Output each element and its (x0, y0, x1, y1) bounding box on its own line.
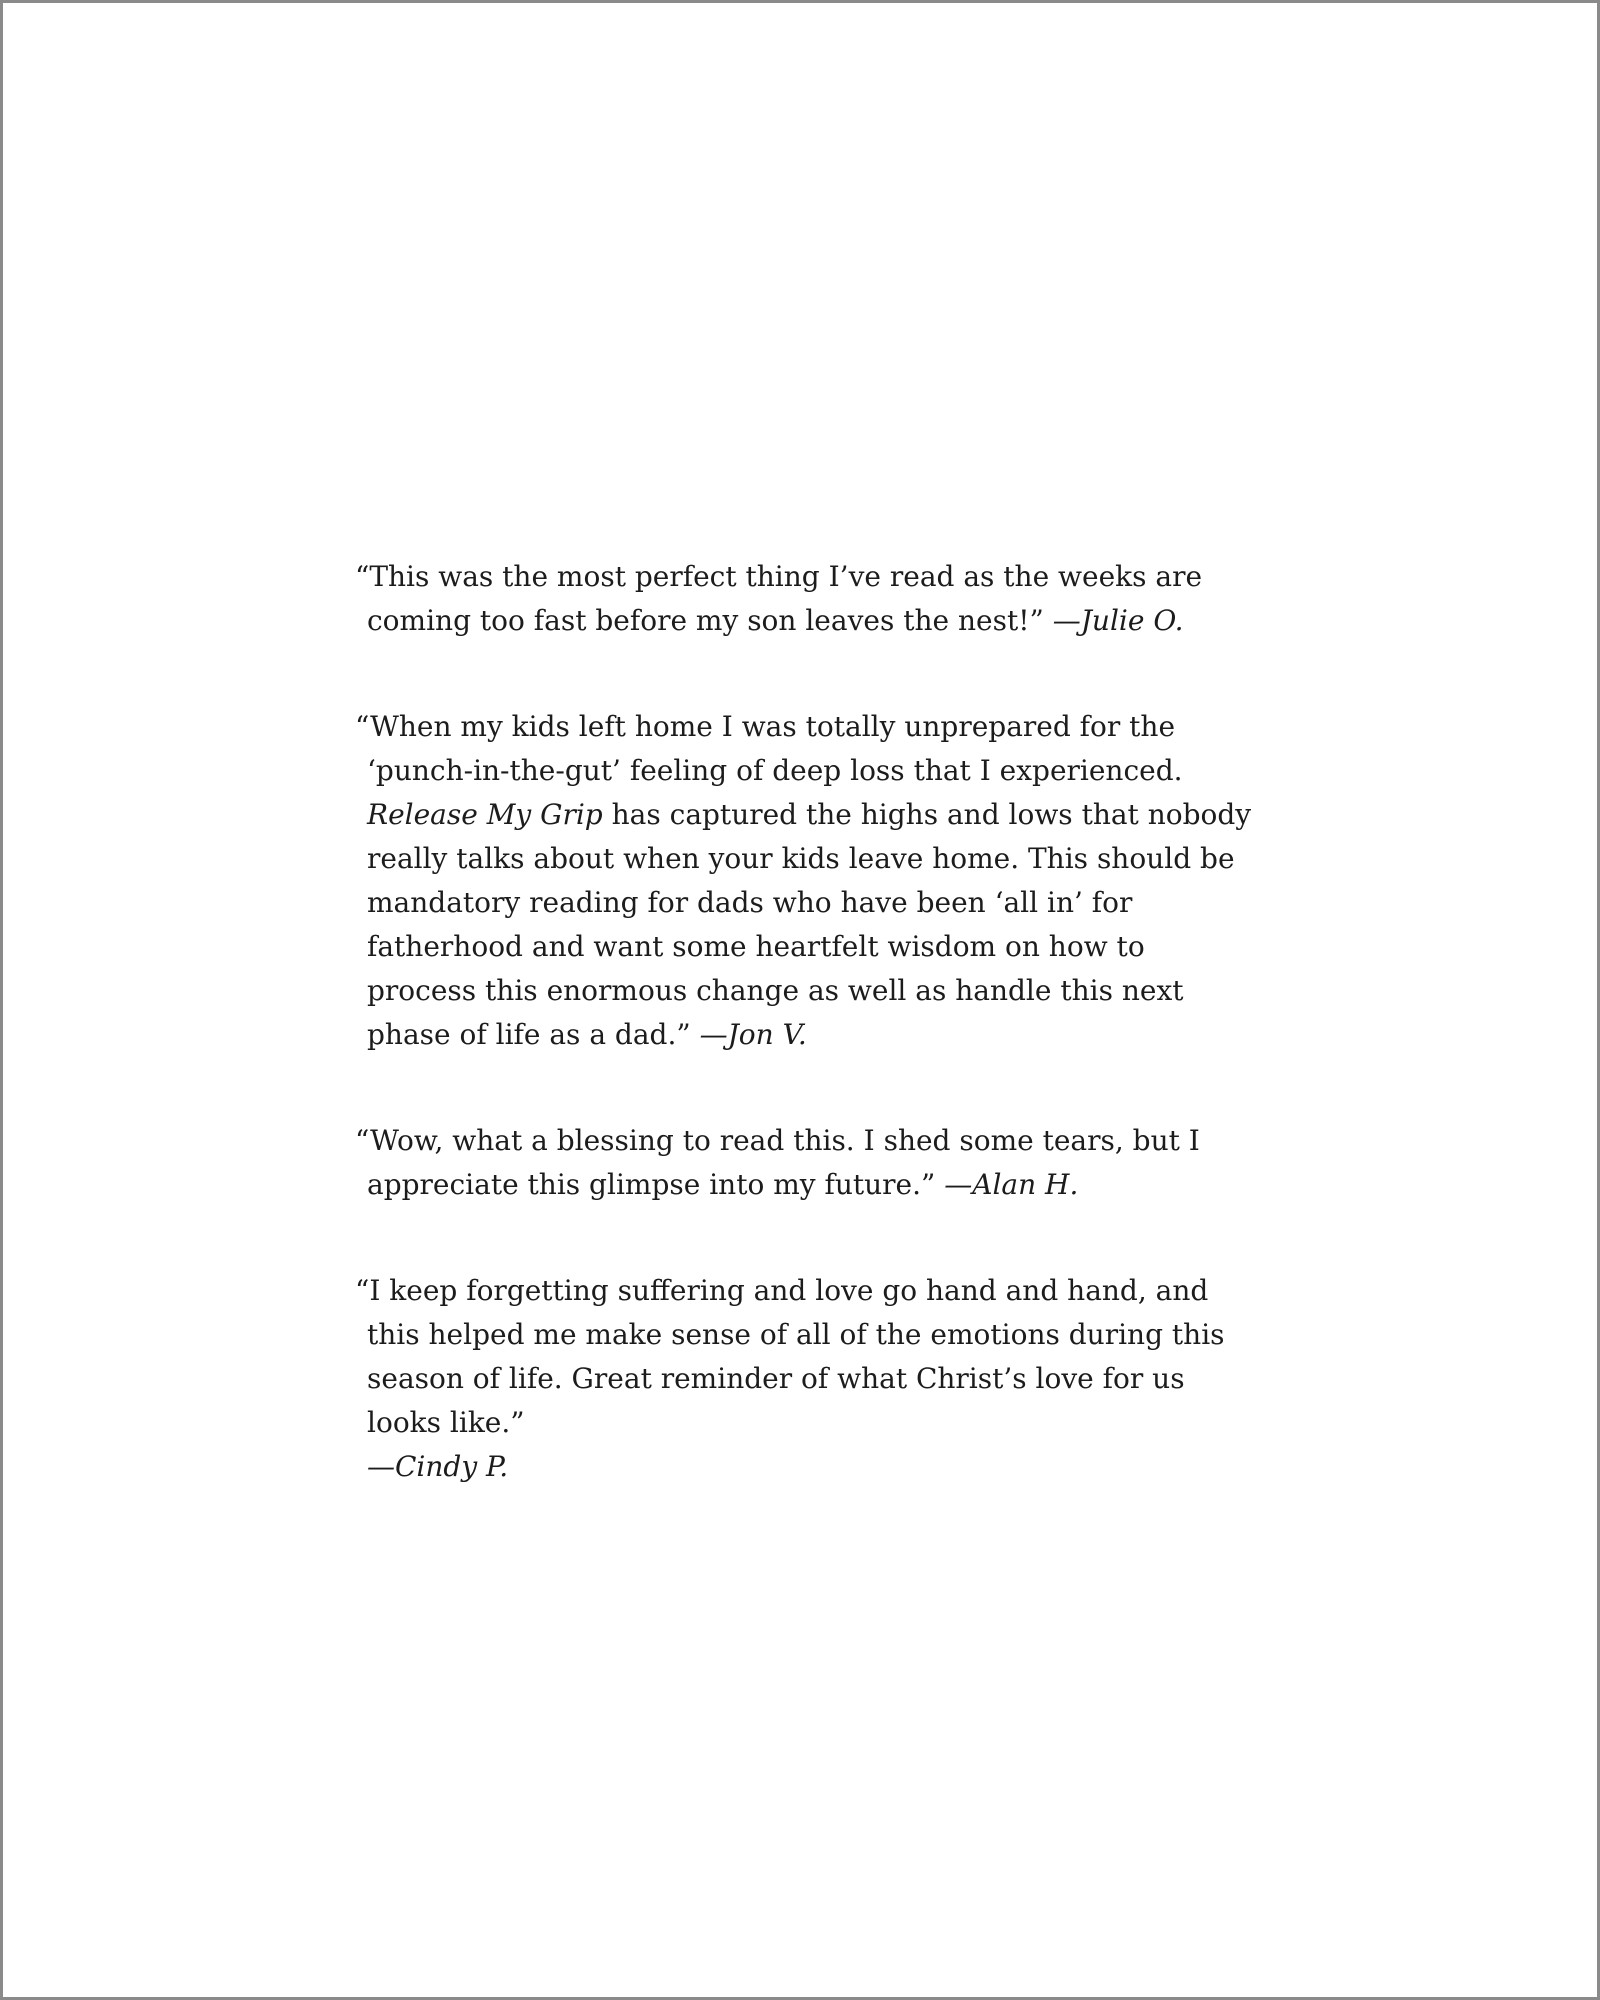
testimonial-author: —Jon V. (699, 1018, 807, 1051)
testimonial-alan (355, 1119, 1255, 1207)
testimonial-cindy (355, 1269, 1255, 1489)
testimonial-text: “Wow, what a blessing to read this. I shed some tears, but I appreciate this glimpse into my future.” (355, 1124, 1200, 1201)
testimonials-block (355, 555, 1255, 1489)
testimonial-text: “When my kids left home I was totally unprepared for the ‘punch-in-the-gut’ feeling of deep loss that I experienced. (355, 710, 1183, 787)
testimonial-text: “I keep forgetting suffering and love go hand and hand, and this helped me make sense of all of the emotions during this season of life. Great reminder of what Christ’s love for us looks like.” (355, 1274, 1225, 1439)
book-title: Release My Grip (367, 798, 603, 831)
testimonial-text: has captured the highs and lows that nobody really talks about when your kids leave home. This should be mandatory reading for dads who have been ‘all in’ for fatherhood and want some heartfelt wisdom on how to process this enormous change as well as handle this next phase of life as a dad.” (367, 798, 1252, 1051)
testimonial-author: —Julie O. (1052, 604, 1184, 637)
testimonial-author: —Alan H. (944, 1168, 1079, 1201)
testimonial-text: “This was the most perfect thing I’ve read as the weeks are coming too fast before my son leaves the nest!” (355, 560, 1203, 637)
testimonial-author: —Cindy P. (367, 1450, 509, 1483)
testimonial-julie (355, 555, 1255, 643)
testimonial-jon (355, 705, 1255, 1057)
